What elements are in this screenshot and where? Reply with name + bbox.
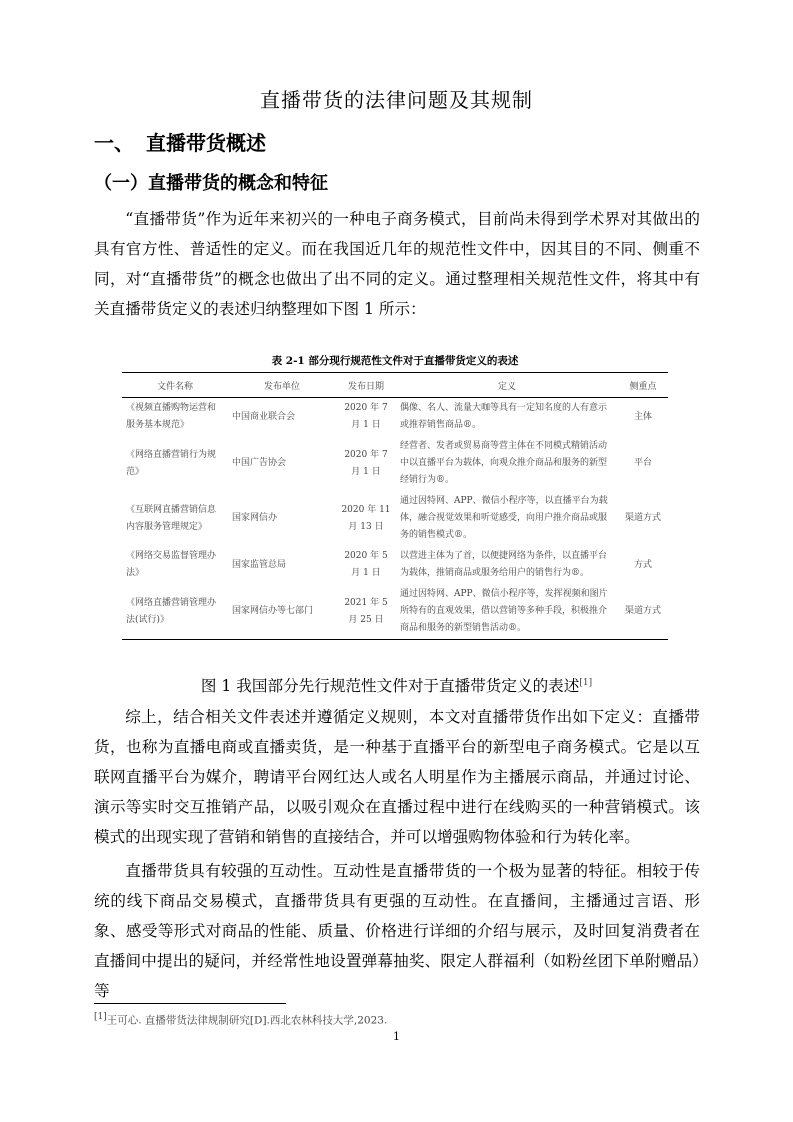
table-row	[122, 491, 668, 546]
cell-publisher: 国家网信办	[232, 513, 278, 523]
cell-name: 《网络直播营销行为规范》	[126, 449, 217, 477]
cell-name: 《网络交易监督管理办法》	[126, 551, 217, 578]
cell-name: 《互联网直播营销信息内容服务管理规定》	[126, 504, 217, 532]
cell-focus: 渠道方式	[624, 513, 661, 523]
paragraph-1: “直播带货”作为近年来初兴的一种电子商务模式，目前尚未得到学术界对其做出的具有官方性、普适性的定义。而在我国近几年的规范性文件中，因其目的不同、侧重不同，对“直播带货”的概念也做出了出不同的定义。通过整理相关规范性文件，将其中有关直播带货定义的表述归纳整理如下图 1 所示：	[94, 210, 700, 318]
cell-focus: 平台	[633, 458, 652, 468]
paragraph-3: 直播带货具有较强的互动性。互动性是直播带货的一个极为显著的特征。相较于传统的线下商品交易模式，直播带货具有更强的互动性。在直播间，主播通过言语、形象、感受等形式对商品的性能、质量、价格进行详细的介绍与展示，及时回复消费者在直播间中提出的疑问，并经常性地设置弹幕抽奖、限定人群福利（如粉丝团下单附赠品）等	[94, 862, 700, 1000]
table-row	[122, 584, 668, 640]
cell-publisher: 国家网信办等七部门	[232, 606, 314, 616]
page-number: 1	[393, 1030, 400, 1043]
cell-definition: 偶像、名人、流量大咖等具有一定知名度的人有意示或推荐销售商品®。	[400, 403, 608, 430]
table-caption: 表 2-1 部分现行规范性文件对于直播带货定义的表述	[271, 355, 519, 367]
cell-date: 2020 年 7 月 1 日	[344, 403, 388, 430]
figure-citation: [1]	[579, 677, 593, 688]
cell-definition: 通过因特网、APP、微信小程序等，以直播平台为载体，融合视觉效果和听觉感受，向用户推介商品或服务的销售模式®。	[400, 496, 608, 540]
figure-caption-text: 图 1 我国部分先行规范性文件对于直播带货定义的表述	[200, 677, 580, 695]
footnote-marker: [1]	[94, 1012, 107, 1022]
cell-publisher: 国家监管总局	[232, 559, 287, 570]
footnote-text: 王可心. 直播带货法律规制研究[D].西北农林科技大学,2023.	[106, 1014, 388, 1027]
cell-focus: 主体	[633, 411, 652, 422]
definition-table-figure	[122, 350, 668, 660]
cell-focus: 方式	[633, 559, 652, 570]
table-row	[122, 436, 668, 491]
table-row	[122, 398, 668, 437]
cell-date: 2020 年 5 月 1 日	[344, 551, 388, 578]
cell-name: 《视频直播购物运营和服务基本规范》	[126, 403, 217, 430]
table-row	[122, 546, 668, 584]
cell-date: 2021 年 5 月 25 日	[344, 597, 388, 625]
cell-name: 《网络直播营销管理办法(试行)》	[126, 597, 217, 625]
cell-definition: 通过因特网、APP、微信小程序等，发挥视频和图片所特有的直观效果，借以营销等多种手段，积极推介商品和服务的新型销售活动®。	[400, 589, 608, 633]
cell-focus: 渠道方式	[624, 606, 661, 616]
header-cell: 定义	[396, 373, 618, 398]
subsection-heading: （一）直播带货的概念和特征	[94, 173, 328, 194]
cell-date: 2020 年 11 月 13 日	[341, 504, 391, 532]
cell-publisher: 中国商业联合会	[232, 411, 296, 422]
cell-definition: 以营进主体为了首，以便捷网络为条件，以直播平台为载体，推销商品或服务给用户的销售行为®。	[400, 551, 608, 578]
header-cell: 发布日期	[336, 373, 396, 398]
footnote-divider	[94, 1003, 286, 1004]
section-heading	[94, 127, 266, 156]
footnote	[94, 1012, 387, 1028]
header-cell: 侧重点	[618, 373, 668, 398]
cell-definition: 经营者、发者或贸易商等营主体在不同模式精销活动中以直播平台为载体，向观众推介商品和服务的新型经销行为®。	[400, 441, 608, 485]
section-number: 一、	[94, 131, 134, 155]
cell-date: 2020 年 7 月 1 日	[344, 449, 388, 477]
header-cell: 发布单位	[228, 373, 336, 398]
cell-publisher: 中国广告协会	[232, 458, 287, 468]
document-title: 直播带货的法律问题及其规制	[260, 88, 533, 112]
table-header-row	[122, 373, 668, 398]
figure-caption	[0, 674, 793, 696]
header-cell: 文件名称	[122, 373, 228, 398]
definition-table	[122, 372, 668, 640]
paragraph-2: 综上，结合相关文件表述并遵循定义规则，本文对直播带货作出如下定义：直播带货，也称为直播电商或直播卖货，是一种基于直播平台的新型电子商务模式。它是以互联网直播平台为媒介，聘请平台网红达人或名人明星作为主播展示商品，并通过讨论、演示等实时交互推销产品，以吸引观众在直播过程中进行在线购买的一种营销模式。该模式的出现实现了营销和销售的直接结合，并可以增强购物体验和行为转化率。	[94, 708, 700, 846]
section-title: 直播带货概述	[146, 131, 266, 155]
